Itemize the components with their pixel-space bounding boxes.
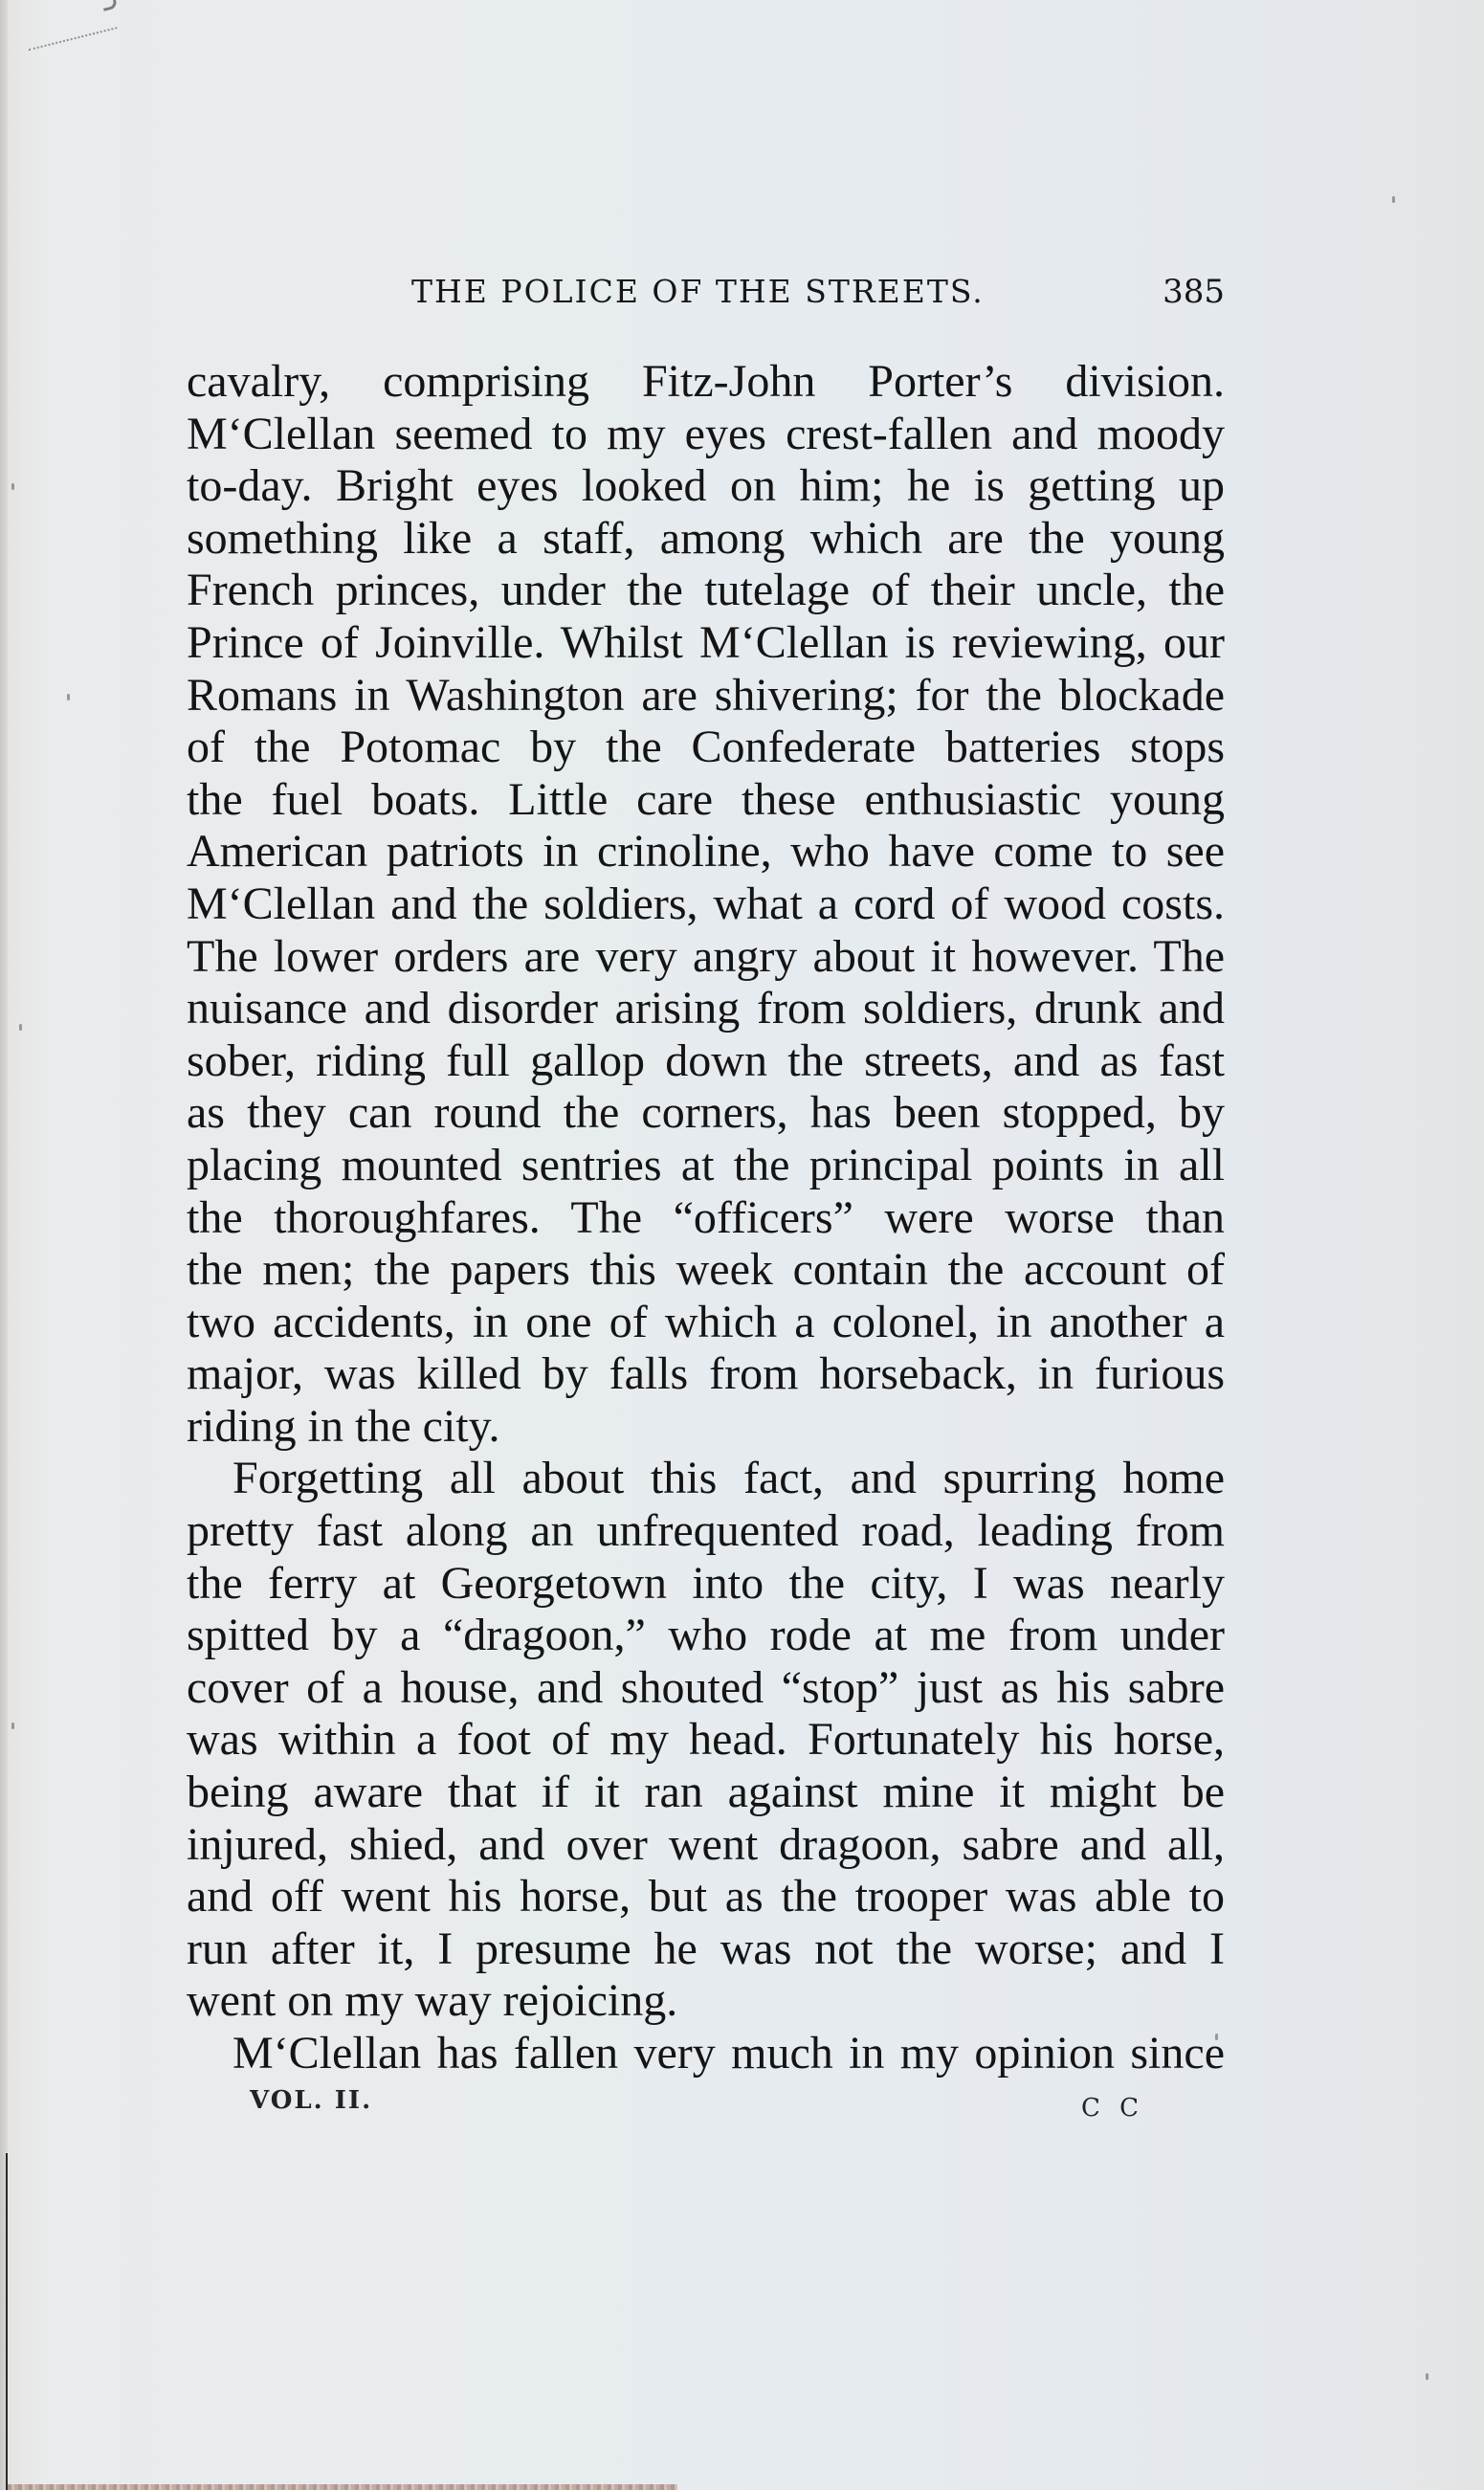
text-line: the ferry at Georgetown into the city, I was nearly xyxy=(187,1557,1225,1609)
ink-corner-mark xyxy=(22,0,118,51)
text-line: placing mounted sentries at the principal points in all xyxy=(187,1139,1225,1190)
text-line: the men; the papers this week contain the account of xyxy=(187,1244,1225,1296)
text-line: run after it, I presume he was not the worse; and I xyxy=(187,1923,1225,1974)
text-line: M‘Clellan and the soldiers, what a cord of wood costs. xyxy=(187,878,1225,929)
text-line: M‘Clellan seemed to my eyes crest-fallen and moody xyxy=(187,408,1225,459)
text-line: as they can round the corners, has been stopped, by xyxy=(187,1087,1225,1139)
book-page xyxy=(187,273,1225,2128)
text-line: nuisance and disorder arising from soldiers, drunk and xyxy=(187,983,1225,1034)
paper-speck xyxy=(19,1024,22,1031)
page-number: 385 xyxy=(1163,273,1225,311)
text-line: being aware that if it ran against mine it might be xyxy=(187,1767,1225,1818)
text-line: to-day. Bright eyes looked on him; he is getting up xyxy=(187,460,1225,512)
text-line: Forgetting all about this fact, and spurring home xyxy=(233,1453,1225,1504)
text-line: Romans in Washington are shivering; for the blockade xyxy=(187,669,1225,721)
paragraph xyxy=(187,1453,1225,2028)
text-line: pretty fast along an unfrequented road, leading from xyxy=(187,1505,1225,1557)
paper-speck xyxy=(67,694,70,700)
text-line: M‘Clellan has fallen very much in my opinion since xyxy=(233,2028,1225,2079)
page-footer xyxy=(187,2080,1225,2128)
text-line: cover of a house, and shouted “stop” just as his sabre xyxy=(187,1661,1225,1713)
text-line: injured, shied, and over went dragoon, sabre and all, xyxy=(187,1818,1225,1870)
text-line: was within a foot of my head. Fortunately his horse, xyxy=(187,1714,1225,1766)
binding-shadow-line xyxy=(6,2153,8,2490)
paragraph xyxy=(187,356,1225,1453)
text-line: French princes, under the tutelage of their uncle, the xyxy=(187,565,1225,616)
page-bottom-fringe xyxy=(8,2484,677,2490)
text-line: American patriots in crinoline, who have come to see xyxy=(187,826,1225,878)
volume-mark: VOL. II. xyxy=(250,2085,373,2115)
page-spine-edge xyxy=(0,0,8,2490)
paper-speck xyxy=(11,483,14,490)
text-line: riding in the city. xyxy=(187,1400,500,1452)
text-line: Prince of Joinville. Whilst M‘Clellan is reviewing, our xyxy=(187,616,1225,668)
paper-speck xyxy=(1426,2373,1429,2380)
body-text xyxy=(187,356,1225,2080)
text-line: spitted by a “dragoon,” who rode at me from under xyxy=(187,1610,1225,1661)
text-line: something like a staff, among which are the young xyxy=(187,512,1225,564)
running-title: THE POLICE OF THE STREETS. xyxy=(411,273,985,310)
text-line: two accidents, in one of which a colonel, in another a xyxy=(187,1296,1225,1347)
text-line: The lower orders are very angry about it however. The xyxy=(187,930,1225,982)
text-line: major, was killed by falls from horseback, in furious xyxy=(187,1348,1225,1400)
text-line: went on my way rejoicing. xyxy=(187,1975,678,2027)
paragraph xyxy=(187,2028,1225,2080)
text-line: the thoroughfares. The “officers” were worse than xyxy=(187,1191,1225,1243)
text-line: the fuel boats. Little care these enthusiastic young xyxy=(187,773,1225,825)
text-line: of the Potomac by the Confederate batteries stops xyxy=(187,722,1225,773)
paper-speck xyxy=(1392,196,1395,203)
text-line: and off went his horse, but as the trooper was able to xyxy=(187,1871,1225,1923)
running-head xyxy=(187,273,1225,321)
signature-mark: C C xyxy=(1081,2093,1145,2123)
text-line: sober, riding full gallop down the streets, and as fast xyxy=(187,1034,1225,1086)
paper-speck xyxy=(11,1723,14,1729)
text-line: cavalry, comprising Fitz-John Porter’s division. xyxy=(187,356,1225,407)
